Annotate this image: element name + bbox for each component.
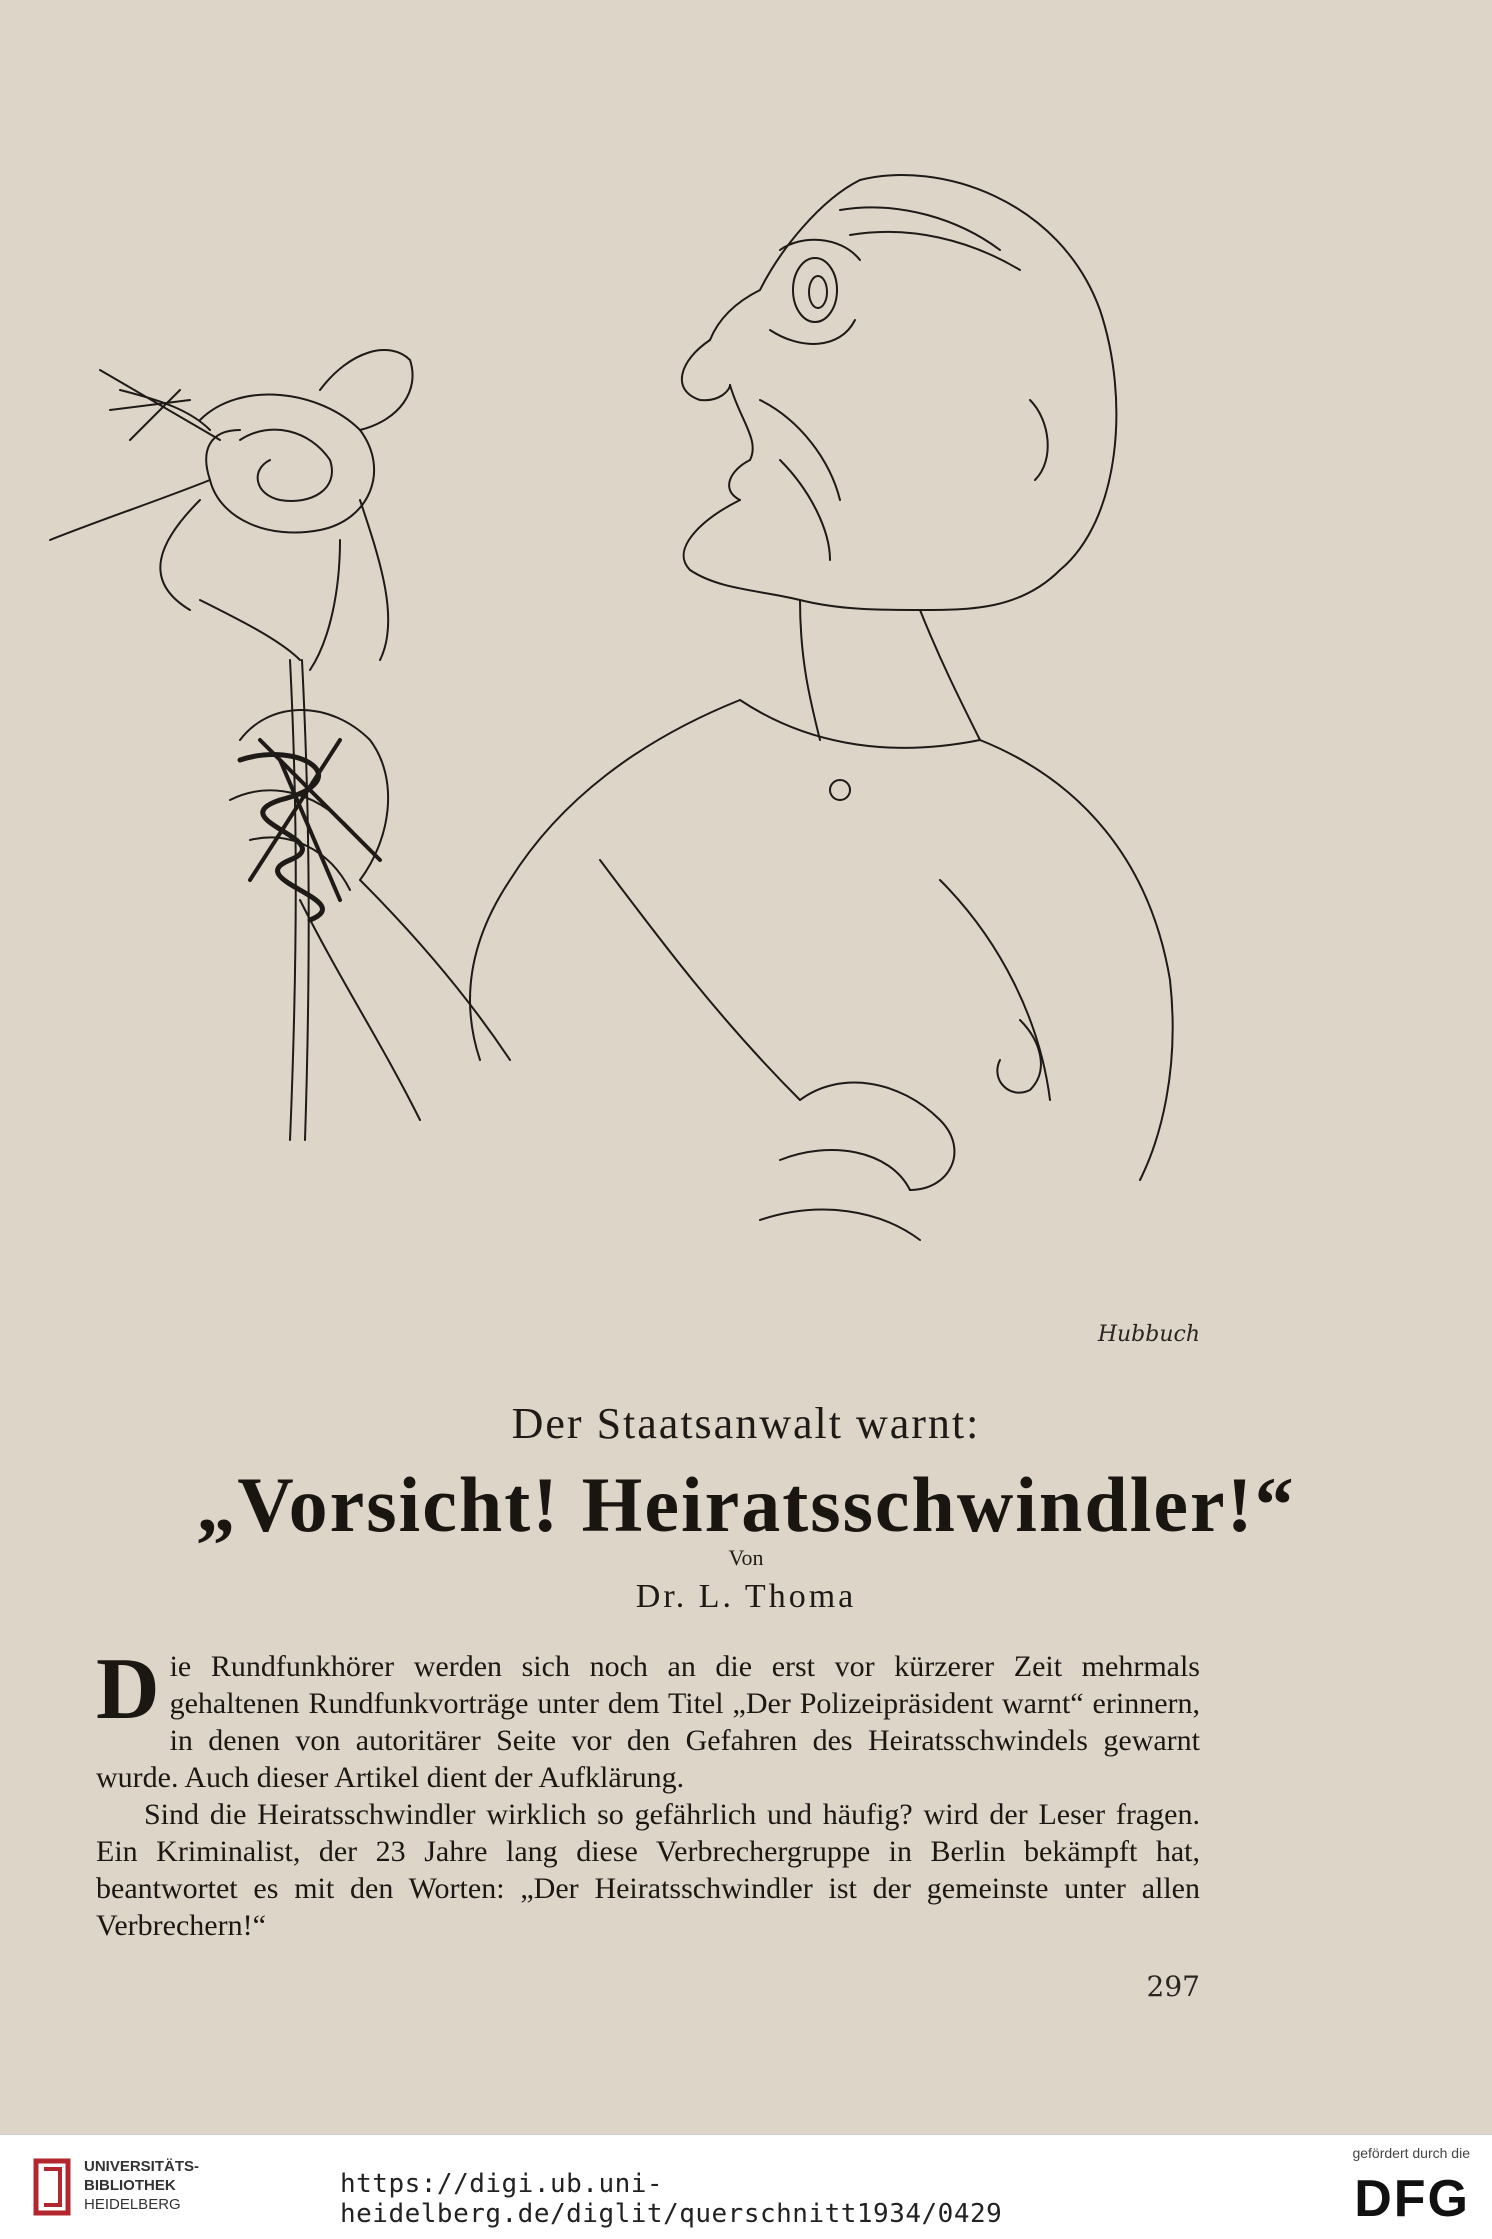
footer-bar [0, 2134, 1492, 2239]
library-mark-icon [30, 2155, 74, 2219]
byline-author: Dr. L. Thoma [635, 1578, 857, 1615]
dfg-logo[interactable]: DFG [1354, 2170, 1470, 2228]
sketch-illustration-man-with-rose [40, 140, 1240, 1320]
paragraph-1 [96, 1641, 1200, 1796]
paragraph-1-text: ie Rundfunkhörer werden sich noch an die erst vor kürzerer Zeit mehrmals gehaltenen Rundfunkvorträge unter dem Titel „Der Polizeipräsident warnt“ erinnern, in denen von autoritärer Seite vor den Gefahren des Heiratsschwindels gewarnt wurde. Auch dieser Artikel dient der Aufklärung. [96, 1650, 1200, 1794]
byline-von: Von [728, 1545, 764, 1570]
library-line-2: BIBLIOTHEK [84, 2177, 176, 2194]
paragraph-2: Sind die Heiratsschwindler wirklich so gefährlich und häufig? wird der Leser fragen. Ein Kriminalist, der 23 Jahre lang diese Verbrechergruppe in Berlin bekämpft hat, beantwortet es mit den Worten: „Der Heiratsschwindler ist der gemeinste unter allen Verbrechern!“ [96, 1798, 1200, 1942]
library-line-1: UNIVERSITÄTS- [84, 2158, 200, 2175]
library-name [84, 2157, 199, 2214]
article-headline: „Vorsicht! Heiratsschwindler!“ [196, 1461, 1296, 1548]
library-line-3: HEIDELBERG [84, 2196, 181, 2213]
funding-note: gefördert durch die [1352, 2145, 1470, 2161]
library-logo[interactable] [30, 2147, 230, 2227]
page-number: 297 [1146, 1970, 1200, 2003]
article-kicker: Der Staatsanwalt warnt: [511, 1399, 981, 1448]
permalink-url[interactable]: https://digi.ub.uni-heidelberg.de/diglit/querschnitt1934/0429 [340, 2169, 1003, 2229]
dropcap: D [96, 1641, 160, 1738]
artist-signature: Hubbuch [1097, 1322, 1200, 1347]
article-body [96, 1641, 1200, 1944]
